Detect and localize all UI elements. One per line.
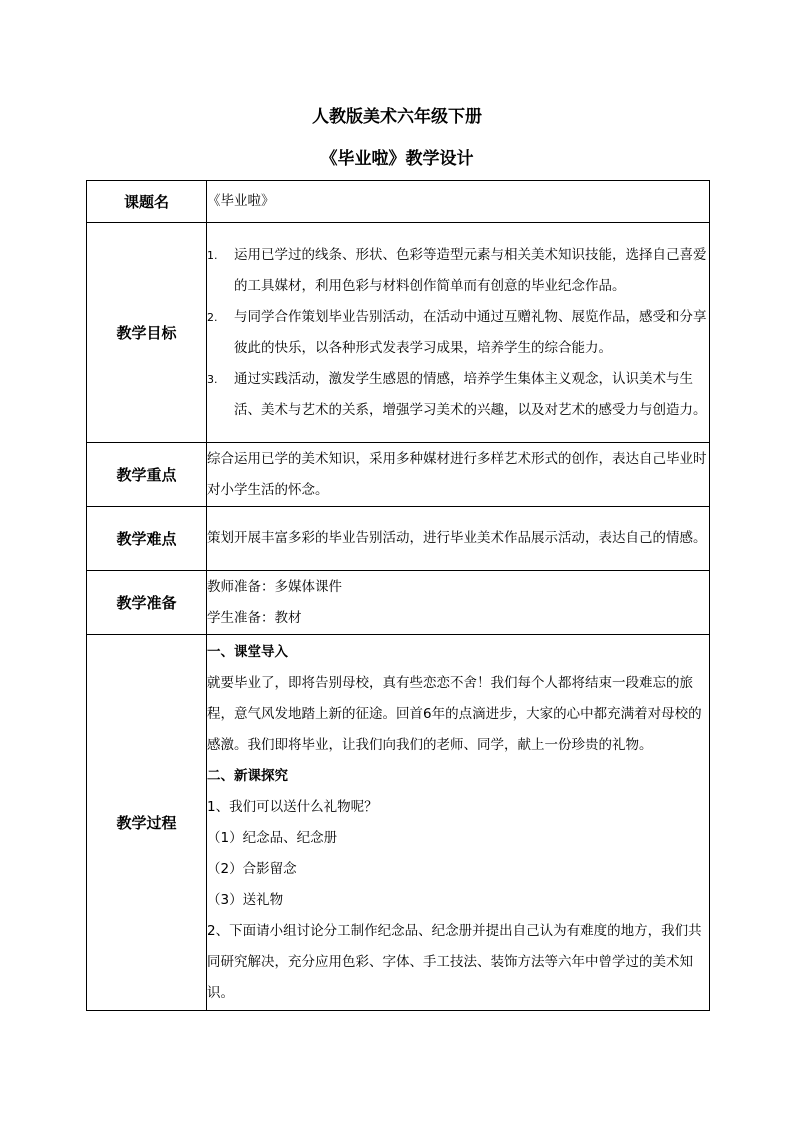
process-label: 教学过程 bbox=[87, 635, 207, 1011]
goal-text-1: 运用已学过的线条、形状、色彩等造型元素与相关美术知识技能，选择自己喜爱的工具媒材，利用色彩与材料创作简单而有创意的毕业纪念作品。 bbox=[234, 246, 707, 294]
goal-number-3: 3. bbox=[207, 372, 218, 386]
goal-item-2 bbox=[207, 302, 709, 364]
row-difficulties bbox=[87, 507, 710, 571]
goal-text-3: 通过实践活动，激发学生感恩的情感，培养学生集体主义观念，认识美术与生活、美术与艺术的关系，增强学习美术的兴趣，以及对艺术的感受力与创造力。 bbox=[234, 370, 707, 418]
goal-number-2: 2. bbox=[207, 310, 218, 324]
key-points-text: 综合运用已学的美术知识，采用多种媒材进行多样艺术形式的创作，表达自己毕业时对小学生活的怀念。 bbox=[207, 443, 710, 507]
row-process bbox=[87, 635, 710, 1011]
goals-label: 教学目标 bbox=[87, 223, 207, 443]
row-key-points bbox=[87, 443, 710, 507]
option-2: （2）合影留念 bbox=[207, 860, 297, 877]
topic-label: 课题名 bbox=[87, 181, 207, 223]
difficulties-text: 策划开展丰富多彩的毕业告别活动，进行毕业美术作品展示活动，表达自己的情感。 bbox=[207, 507, 710, 571]
lesson-plan-table bbox=[86, 180, 710, 1011]
row-topic bbox=[87, 181, 710, 223]
difficulties-label: 教学难点 bbox=[87, 507, 207, 571]
goal-item-3 bbox=[207, 364, 709, 426]
topic-value: 《毕业啦》 bbox=[207, 181, 710, 223]
question-1: 1、我们可以送什么礼物呢？ bbox=[207, 798, 378, 815]
goal-item-1 bbox=[207, 240, 709, 302]
section-heading-intro: 一、课堂导入 bbox=[207, 643, 288, 660]
goals-content bbox=[207, 223, 710, 443]
option-3: （3）送礼物 bbox=[207, 891, 284, 908]
section-heading-explore: 二、新课探究 bbox=[207, 767, 288, 784]
row-preparation bbox=[87, 571, 710, 635]
document-subtitle: 《毕业啦》教学设计 bbox=[320, 149, 474, 169]
goal-number-1: 1. bbox=[207, 248, 218, 262]
process-content bbox=[207, 635, 710, 1011]
intro-paragraph: 就要毕业了，即将告别母校，真有些恋恋不舍！我们每个人都将结束一段难忘的旅程，意气风发地踏上新的征途。回首6年的点滴进步，大家的心中都充满着对母校的感激。我们即将毕业，让我们向我们的老师、同学，献上一份珍贵的礼物。 bbox=[207, 674, 702, 753]
option-1: （1）纪念品、纪念册 bbox=[207, 829, 338, 846]
preparation-content bbox=[207, 571, 710, 635]
question-2: 2、下面请小组讨论分工制作纪念品、纪念册并提出自己认为有难度的地方，我们共同研究解决，充分应用色彩、字体、手工技法、装饰方法等六年中曾学过的美术知识。 bbox=[207, 922, 702, 1001]
goal-text-2: 与同学合作策划毕业告别活动，在活动中通过互赠礼物、展览作品，感受和分享彼此的快乐，以各种形式发表学习成果，培养学生的综合能力。 bbox=[234, 308, 707, 356]
document-title: 人教版美术六年级下册 bbox=[312, 107, 482, 127]
row-goals bbox=[87, 223, 710, 443]
key-points-label: 教学重点 bbox=[87, 443, 207, 507]
student-preparation: 学生准备：教材 bbox=[207, 609, 302, 626]
teacher-preparation: 教师准备：多媒体课件 bbox=[207, 578, 342, 595]
preparation-label: 教学准备 bbox=[87, 571, 207, 635]
